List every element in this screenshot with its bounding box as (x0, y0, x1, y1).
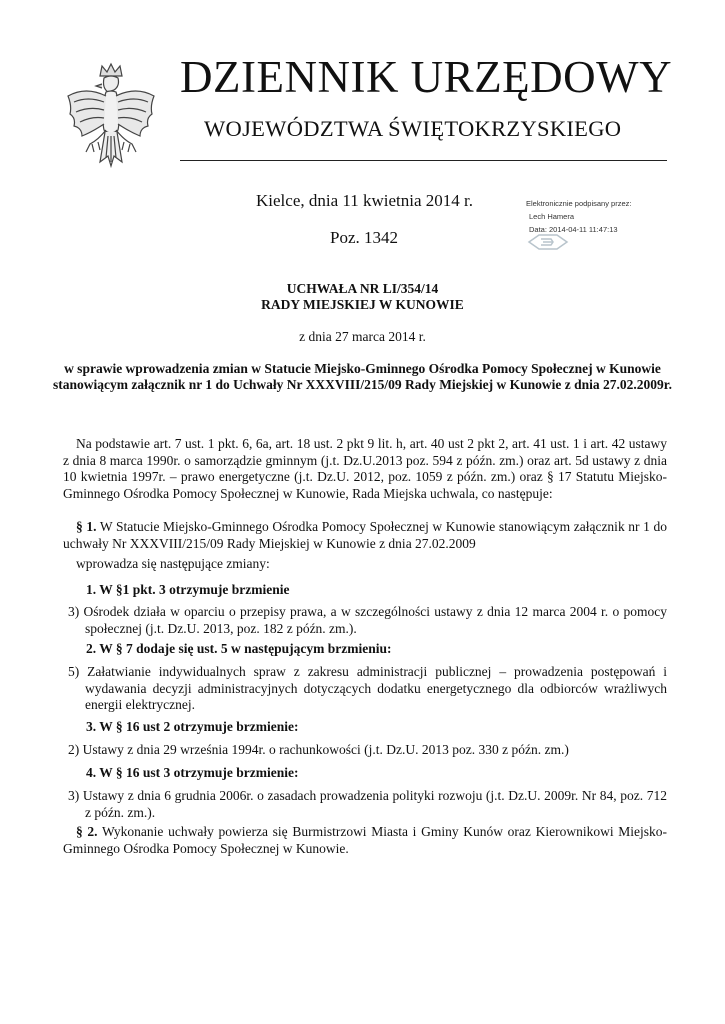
signature-signer: Lech Hamera (529, 212, 575, 221)
amendment-heading: 4. W § 16 ust 3 otrzymuje brzmienie: (86, 765, 299, 780)
amendment-heading: 2. W § 7 dodaje się ust. 5 w następującym brzmieniu: (86, 641, 392, 656)
resolution-number: UCHWAŁA NR LI/354/14 (286, 281, 439, 296)
amendment-item: 3) Ustawy z dnia 6 grudnia 2006r. o zasadach prowadzenia polityki rozwoju (j.t. Dz.U. 2009r. Nr 84, poz. 712 z późn. zm.). (68, 788, 667, 820)
amendment-item: 2) Ustawy z dnia 29 września 1994r. o rachunkowości (j.t. Dz.U. 2013 poz. 330 z późn. zm.) (68, 742, 569, 757)
gazette-title: DZIENNIK URZĘDOWY (180, 52, 673, 102)
signature-label: Elektronicznie podpisany przez: (526, 199, 632, 208)
e-signature-logo-icon (527, 233, 569, 251)
section-2-paragraph (63, 824, 667, 857)
electronic-signature-block (526, 197, 666, 236)
signature-date: Data: 2014-04-11 11:47:13 (529, 225, 618, 234)
section-2-text: Wykonanie uchwały powierza się Burmistrzowi Miasta i Gminy Kunów oraz Kierownikowi Miejsko-Gminnego Ośrodka Pomocy Społecznej w Kunowie. (63, 824, 667, 856)
amendment-heading: 3. W § 16 ust 2 otrzymuje brzmienie: (86, 719, 299, 734)
section-2-label: § 2. (76, 824, 98, 839)
resolution-date: z dnia 27 marca 2014 r. (299, 329, 426, 344)
resolution-authority: RADY MIEJSKIEJ W KUNOWIE (261, 297, 464, 312)
header-divider (180, 160, 667, 161)
gazette-subtitle: WOJEWÓDZTWA ŚWIĘTOKRZYSKIEGO (204, 116, 622, 141)
publication-date: Kielce, dnia 11 kwietnia 2014 r. (256, 191, 474, 210)
changes-intro: wprowadza się następujące zmiany: (76, 556, 270, 571)
resolution-subject: w sprawie wprowadzenia zmian w Statucie Miejsko-Gminnego Ośrodka Pomocy Społecznej w Kunowie stanowiącym załącznik nr 1 do Uchwały Nr XXXVIII/215/09 Rady Miejskiej w Kunowie z dnia 27.02.2009r. (53, 361, 672, 392)
section-1-paragraph (63, 519, 667, 552)
white-eagle-emblem-icon (64, 62, 158, 170)
amendment-heading: 1. W §1 pkt. 3 otrzymuje brzmienie (86, 582, 290, 597)
preamble-paragraph: Na podstawie art. 7 ust. 1 pkt. 6, 6a, art. 18 ust. 2 pkt 9 lit. h, art. 40 ust 2 pkt 2, art. 41 ust. 1 i art. 42 ustawy z dnia 8 marca 1990r. o samorządzie gminnym (j.t. Dz.U.2013 poz. 594 z późn. zm.) oraz art. 5d ustawy z dnia 10 kwietnia 1997r. – prawo energetyczne (j.t. Dz.U. 2012, poz. 1059 z późn. zm.) oraz § 17 Statutu Miejsko-Gminnego Ośrodka Pomocy Społecznej w Kunowie, Rada Miejska uchwala, co następuje: (63, 436, 667, 501)
amendment-item: 3) Ośrodek działa w oparciu o przepisy prawa, a w szczególności ustawy z dnia 12 marca 2004 r. o pomocy społecznej (j.t. Dz.U. 2013, poz. 182 z późn. zm.). (68, 604, 667, 636)
amendment-item: 5) Załatwianie indywidualnych spraw z zakresu administracji publicznej – prowadzenia postępowań i wydawania decyzji administracyjnych dotyczących dodatku energetycznego dla odbiorców wrażliwych energii elektrycznej. (68, 664, 667, 712)
section-1-text: W Statucie Miejsko-Gminnego Ośrodka Pomocy Społecznej w Kunowie stanowiącym załącznik nr 1 do uchwały Nr XXXVIII/215/09 Rady Miejskiej w Kunowie z dnia 27.02.2009 (63, 519, 668, 551)
section-1-label: § 1. (76, 519, 97, 534)
position-number: Poz. 1342 (330, 228, 398, 247)
